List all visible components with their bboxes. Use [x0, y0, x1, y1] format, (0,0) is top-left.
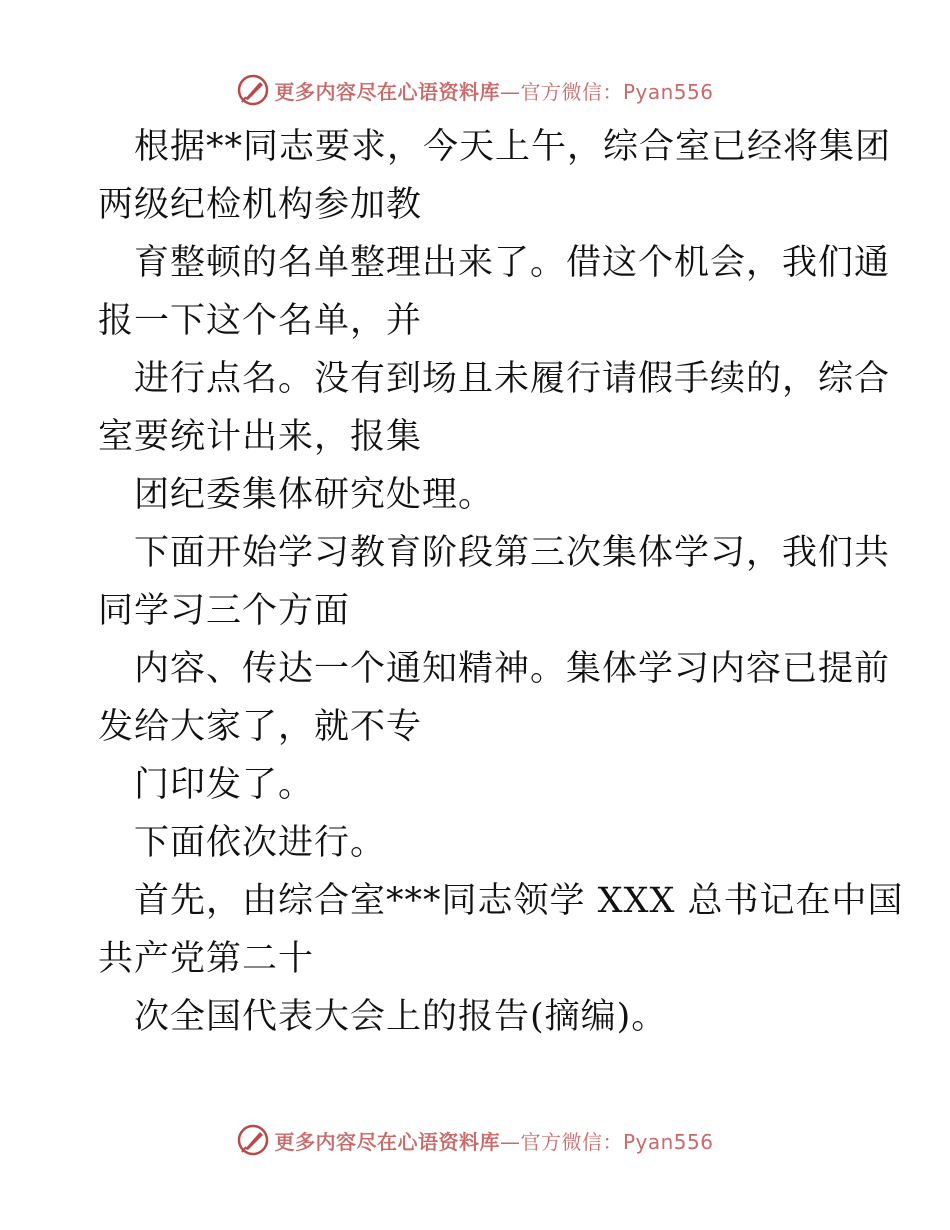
footer-banner-separator: — — [499, 1129, 521, 1154]
text-line: 团纪委集体研究处理。 — [134, 475, 495, 515]
text-line: 内容、传达一个通知精神。集体学习内容已提前 — [134, 649, 891, 689]
text-line: 同学习三个方面 — [98, 591, 351, 631]
text-line: 下面开始学习教育阶段第三次集体学习，我们共 — [134, 533, 891, 573]
text-line: 进行点名。没有到场且未履行请假手续的，综合 — [134, 359, 891, 399]
quill-logo-icon — [236, 73, 270, 107]
text-line: 门印发了。 — [134, 765, 315, 805]
header-banner-text — [274, 76, 713, 105]
header-banner-separator: — — [499, 79, 521, 104]
header-banner-contact: 官方微信：Pyan556 — [520, 79, 714, 104]
text-line: 育整顿的名单整理出来了。借这个机会，我们通 — [134, 243, 891, 283]
text-line: 次全国代表大会上的报告(摘编)。 — [134, 997, 668, 1037]
footer-banner — [0, 1120, 950, 1160]
header-banner — [0, 70, 950, 110]
text-line: 根据**同志要求，今天上午，综合室已经将集团 — [134, 127, 892, 167]
text-line: 两级纪检机构参加教 — [98, 185, 423, 225]
header-banner-main: 更多内容尽在心语资料库 — [274, 79, 500, 104]
footer-banner-text — [274, 1126, 713, 1155]
text-line: 报一下这个名单，并 — [98, 301, 423, 341]
text-line: 室要统计出来，报集 — [98, 417, 423, 457]
footer-banner-main: 更多内容尽在心语资料库 — [274, 1129, 500, 1154]
text-line: 发给大家了，就不专 — [98, 707, 423, 747]
quill-logo-icon — [236, 1123, 270, 1157]
footer-banner-contact: 官方微信：Pyan556 — [520, 1129, 714, 1154]
text-line: 共产党第二十 — [98, 939, 315, 979]
text-line: 首先，由综合室***同志领学 XXX 总书记在中国 — [134, 881, 904, 921]
document-body — [98, 118, 904, 1046]
text-line: 下面依次进行。 — [134, 823, 387, 863]
